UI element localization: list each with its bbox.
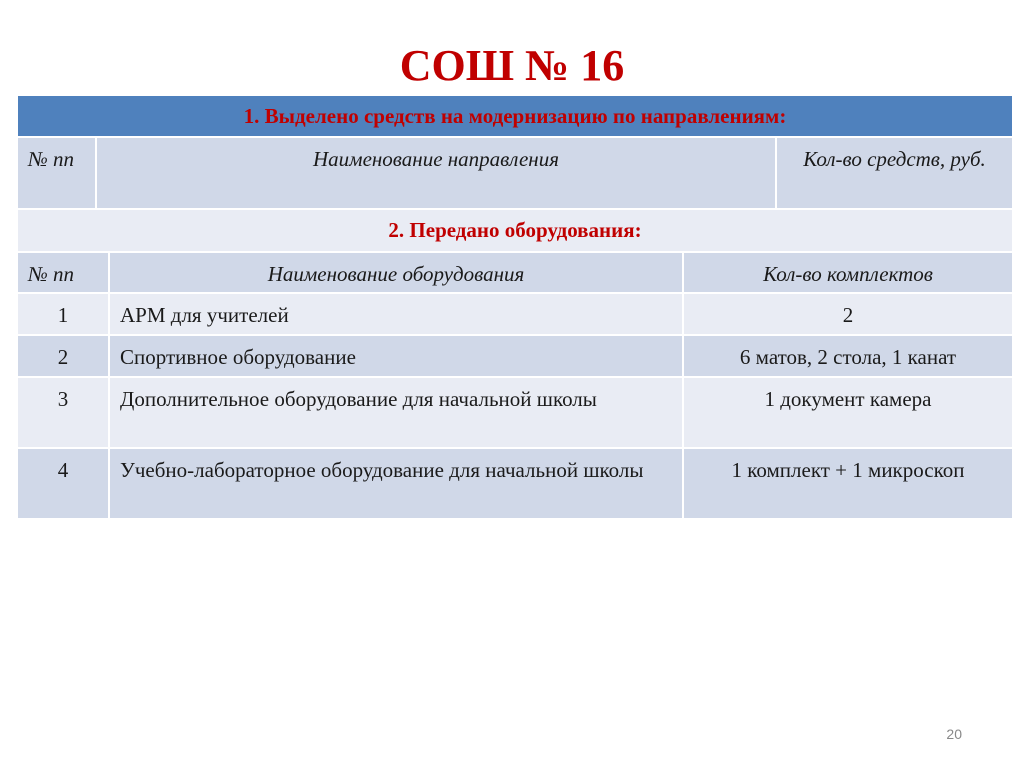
equipment-table	[17, 95, 1013, 519]
row-number: 4	[57, 458, 69, 482]
section1-header-row	[18, 136, 1012, 208]
row-number: 1	[57, 303, 69, 327]
page-number: 20	[946, 726, 962, 742]
table-row	[18, 376, 1012, 447]
table-row	[18, 292, 1012, 334]
row-equipment-name: Учебно-лабораторное оборудование для начальной школы	[108, 449, 682, 518]
row-quantity: 1 документ камера	[682, 378, 1012, 447]
section1-col-direction: Наименование направления	[95, 138, 775, 208]
section1-heading: 1. Выделено средств на модернизацию по направлениям:	[243, 103, 787, 128]
row-number: 3	[57, 387, 69, 411]
table-row	[18, 334, 1012, 376]
row-equipment-name: Спортивное оборудование	[108, 336, 682, 376]
row-equipment-name: Дополнительное оборудование для начальной школы	[108, 378, 682, 447]
row-number: 2	[57, 345, 69, 369]
row-quantity: 2	[682, 294, 1012, 334]
section1-col-funds: Кол-во средств, руб.	[775, 138, 1012, 208]
section2-col-sets: Кол-во комплектов	[682, 253, 1012, 292]
section2-heading-row	[18, 208, 1012, 251]
page-title: СОШ № 16	[399, 41, 625, 90]
section1-heading-row	[18, 96, 1012, 136]
row-quantity: 6 матов, 2 стола, 1 канат	[682, 336, 1012, 376]
section2-header-row	[18, 251, 1012, 292]
section2-col-equipment: Наименование оборудования	[108, 253, 682, 292]
section2-col-number: № пп	[28, 262, 75, 286]
row-quantity: 1 комплект + 1 микроскоп	[682, 449, 1012, 518]
row-equipment-name: АРМ для учителей	[108, 294, 682, 334]
section2-heading: 2. Передано оборудования:	[388, 218, 642, 242]
section1-col-number: № пп	[28, 147, 75, 171]
table-row	[18, 447, 1012, 518]
